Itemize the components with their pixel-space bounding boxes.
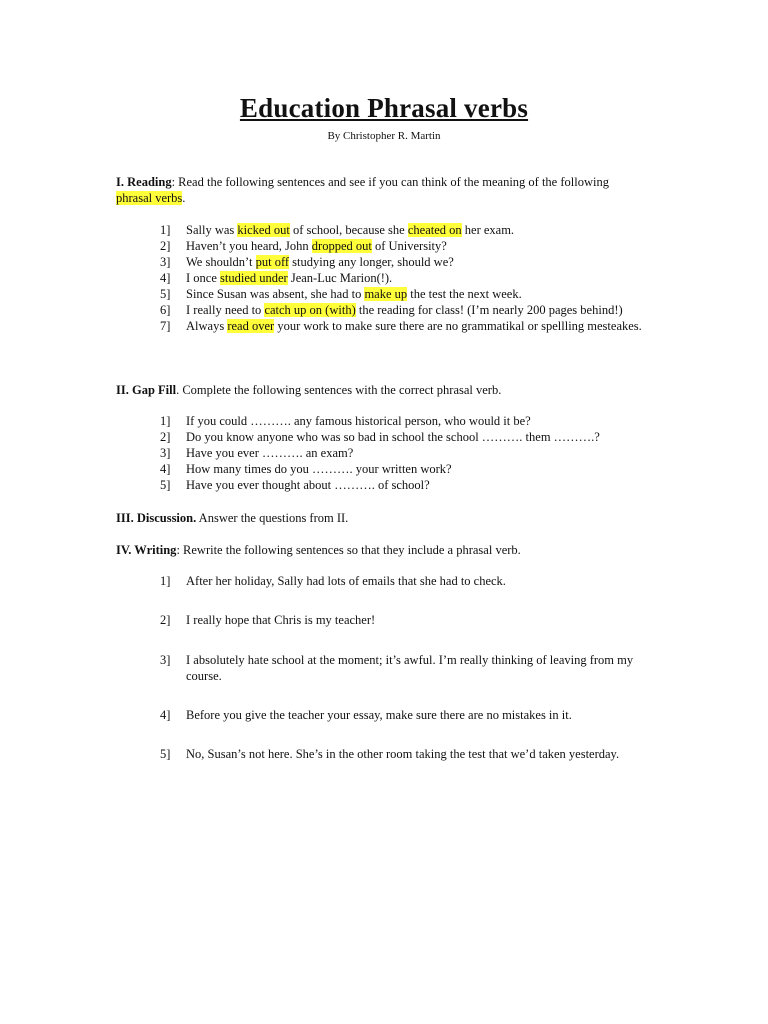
item-text: How many times do you ………. your written work?: [186, 462, 452, 476]
item-number: 3]: [160, 653, 171, 667]
item-text: Jean-Luc Marion(!).: [287, 271, 393, 285]
item-number: 2]: [160, 613, 171, 627]
reading-intro-text: : Read the following sentences and see if you can think of the meaning of the following: [171, 175, 609, 189]
item-number: 5]: [160, 478, 171, 492]
item-number: 1]: [160, 223, 171, 237]
highlight-verb: dropped out: [311, 239, 372, 253]
item-text: After her holiday, Sally had lots of emails that she had to check.: [186, 574, 506, 588]
highlight-phrasal-verbs: phrasal verbs: [116, 191, 183, 205]
item-number: 2]: [160, 430, 171, 444]
item-text: No, Susan’s not here. She’s in the other room taking the test that we’d taken yesterday.: [186, 747, 620, 761]
discussion-heading: III. Discussion.: [116, 511, 197, 525]
highlight-verb: studied under: [220, 271, 288, 285]
item-number: 7]: [160, 319, 171, 333]
item-number: 3]: [160, 255, 171, 269]
writing-intro-text: : Rewrite the following sentences so that they include a phrasal verb.: [176, 543, 521, 557]
item-number: 4]: [160, 462, 171, 476]
page-title: Education Phrasal verbs: [239, 93, 529, 123]
item-number: 1]: [160, 414, 171, 428]
writing-heading: IV. Writing: [116, 543, 177, 557]
discussion-text: Answer the questions from II.: [196, 511, 349, 525]
item-text: Sally was: [186, 223, 238, 237]
item-text: Since Susan was absent, she had to: [186, 287, 365, 301]
item-text: I absolutely hate school at the moment; it’s awful. I’m really thinking of leaving from my course.: [186, 653, 634, 683]
item-text: Have you ever thought about ………. of school?: [186, 478, 430, 492]
gapfill-heading: II. Gap Fill: [116, 383, 177, 397]
highlight-verb: cheated on: [407, 223, 462, 237]
item-text: We shouldn’t: [186, 255, 256, 269]
item-number: 4]: [160, 708, 171, 722]
reading-heading: I. Reading: [116, 175, 172, 189]
item-number: 1]: [160, 574, 171, 588]
item-text: your work to make sure there are no grammatikal or spellling mesteakes.: [274, 319, 642, 333]
highlight-verb: kicked out: [237, 223, 290, 237]
item-text: studying any longer, should we?: [289, 255, 454, 269]
item-number: 4]: [160, 271, 171, 285]
list-item: [160, 612, 660, 628]
item-number: 5]: [160, 287, 171, 301]
gapfill-intro-text: . Complete the following sentences with the correct phrasal verb.: [176, 383, 502, 397]
item-text: the reading for class! (I’m nearly 200 pages behind!): [355, 303, 623, 317]
item-number: 2]: [160, 239, 171, 253]
reading-intro-end: .: [182, 191, 186, 205]
item-text: of school, because she: [289, 223, 408, 237]
item-text: I really hope that Chris is my teacher!: [186, 613, 376, 627]
item-text: Do you know anyone who was so bad in school the school ………. them ……….?: [186, 430, 600, 444]
highlight-verb: read over: [227, 319, 275, 333]
item-text: the test the next week.: [407, 287, 522, 301]
item-text: of University?: [371, 239, 447, 253]
list-item: [160, 746, 620, 762]
item-number: 3]: [160, 446, 171, 460]
item-text: Haven’t you heard, John: [186, 239, 312, 253]
item-text: I really need to: [186, 303, 265, 317]
author-byline: By Christopher R. Martin: [327, 130, 441, 142]
item-text: Always: [186, 319, 228, 333]
item-text: Before you give the teacher your essay, make sure there are no mistakes in it.: [186, 708, 572, 722]
item-text: If you could ………. any famous historical person, who would it be?: [186, 414, 531, 428]
item-text: Have you ever ………. an exam?: [186, 446, 354, 460]
item-text: her exam.: [461, 223, 515, 237]
highlight-verb: put off: [255, 255, 290, 269]
list-item: [160, 573, 660, 589]
list-item: [160, 652, 655, 684]
item-text: I once: [186, 271, 221, 285]
highlight-verb: make up: [364, 287, 408, 301]
highlight-verb: catch up on (with): [264, 303, 356, 317]
item-number: 6]: [160, 303, 171, 317]
writing-list: [160, 0, 660, 1024]
item-number: 5]: [160, 747, 171, 761]
list-item: [160, 707, 660, 723]
